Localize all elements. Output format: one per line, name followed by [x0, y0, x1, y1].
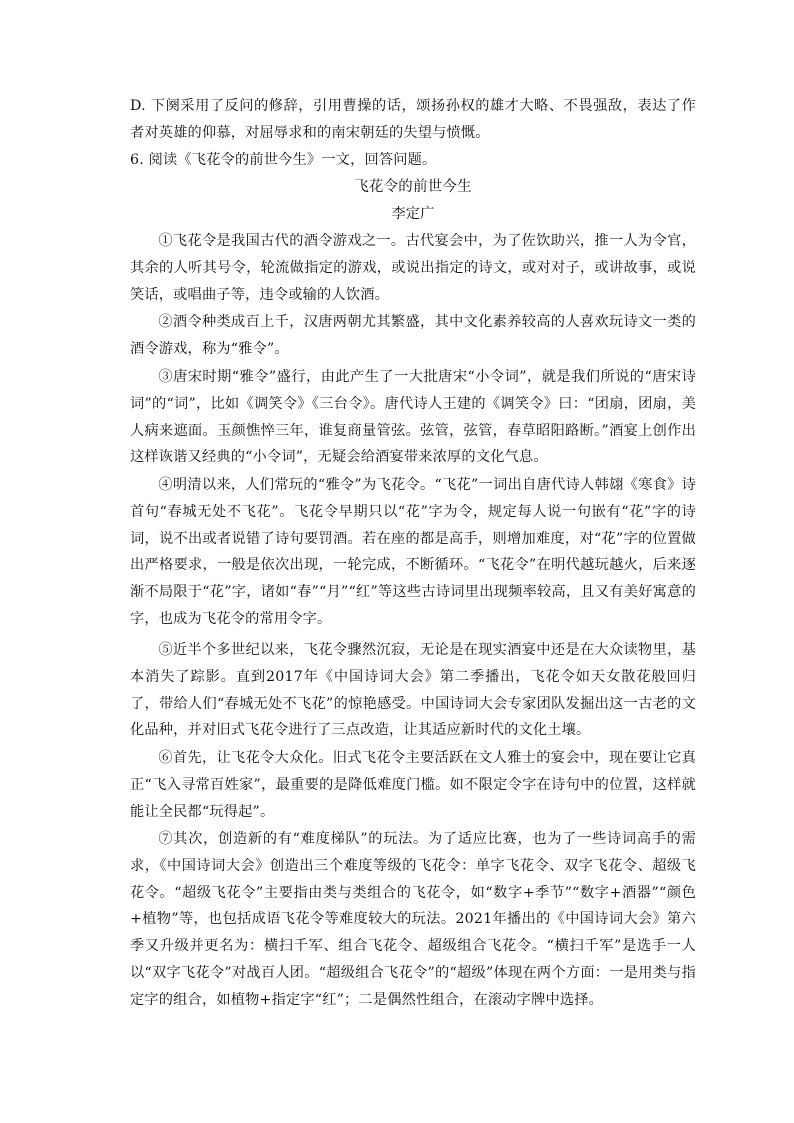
paragraph-1: ①飞花令是我国古代的酒令游戏之一。古代宴会中，为了佐饮助兴，推一人为令官，其余的人听其号令，轮流做指定的游戏，或说出指定的诗文，或对对子，或讲故事，或说笑话，或唱曲子等，违令或输的人饮酒。: [130, 233, 696, 303]
paragraph-2: ②酒令种类成百上千，汉唐两朝尤其繁盛，其中文化素养较高的人喜欢玩诗文一类的酒令游戏，称为“雅令”。: [130, 314, 696, 357]
paragraph-5: ⑤近半个多世纪以来，飞花令骤然沉寂，无论是在现实酒宴中还是在大众读物里，基本消失了踪影。直到2017年《中国诗词大会》第二季播出，飞花令如天女散花般回归了，带给人们“春城无处不飞花”的惊艳感受。中国诗词大会专家团队发掘出这一古老的文化品种，并对旧式飞花令进行了三点改造，让其适应新时代的文化土壤。: [130, 642, 696, 739]
article-author: 李定广: [391, 206, 435, 222]
article-title: 飞花令的前世今生: [354, 179, 472, 195]
paragraph-7: ⑦其次，创造新的有“难度梯队”的玩法。为了适应比赛，也为了一些诗词高手的需求，《中国诗词大会》创造出三个难度等级的飞花令：单字飞花令、双字飞花令、超级飞花令。“超级飞花令”主要指由类与类组合的飞花令，如“数字+季节”“数字+酒器”“颜色+植物”等，也包括成语飞花令等难度较大的玩法。2021年播出的《中国诗词大会》第六季又升级并更名为：横扫千军、组合飞花令、超级组合飞花令。“横扫千军”是选手一人以“双字飞花令”对战百人团。“超级组合飞花令”的“超级”体现在两个方面：一是用类与指定字的组合，如植物+指定字“红”；二是偶然性组合，在滚动字牌中选择。: [130, 831, 696, 1008]
question-6-prompt: 6. 阅读《飞花令的前世今生》一文，回答问题。: [130, 152, 437, 168]
option-d-text: D. 下阕采用了反问的修辞，引用曹操的话，颂扬孙权的雄才大略、不畏强敌，表达了作者对英雄的仰慕，对屈辱求和的南宋朝廷的失望与愤慨。: [130, 98, 696, 141]
paragraph-4: ④明清以来，人们常玩的“雅令”为飞花令。“飞花”一词出自唐代诗人韩翃《寒食》诗首句“春城无处不飞花”。飞花令早期只以“花”字为令，规定每人说一句嵌有“花”字的诗词，说不出或者说错了诗句要罚酒。若在座的都是高手，则增加难度，对“花”字的位置做出严格要求，一般是依次出现，一轮完成，不断循环。“飞花令”在明代越玩越火，后来逐渐不局限于“花”字，诸如“春”“月”“红”等这些古诗词里出现频率较高，且又有美好寓意的字，也成为飞花令的常用令字。: [130, 477, 696, 627]
paragraph-6: ⑥首先，让飞花令大众化。旧式飞花令主要活跃在文人雅士的宴会中，现在要让它真正“飞入寻常百姓家”，最重要的是降低难度门槛。如不限定令字在诗句中的位置，这样就能让全民都“玩得起”。: [130, 750, 696, 820]
paragraph-3: ③唐宋时期“雅令”盛行，由此产生了一大批唐宋“小令词”，就是我们所说的“唐宋诗词”的“词”，比如《调笑令》《三台令》。唐代诗人王建的《调笑令》曰：“团扇，团扇，美人病来遮面。玉颜憔悴三年，谁复商量管弦。弦管，弦管，春草昭阳路断。”酒宴上创作出这样诙谐又经典的“小令词”，无疑会给酒宴带来浓厚的文化气息。: [130, 369, 696, 466]
